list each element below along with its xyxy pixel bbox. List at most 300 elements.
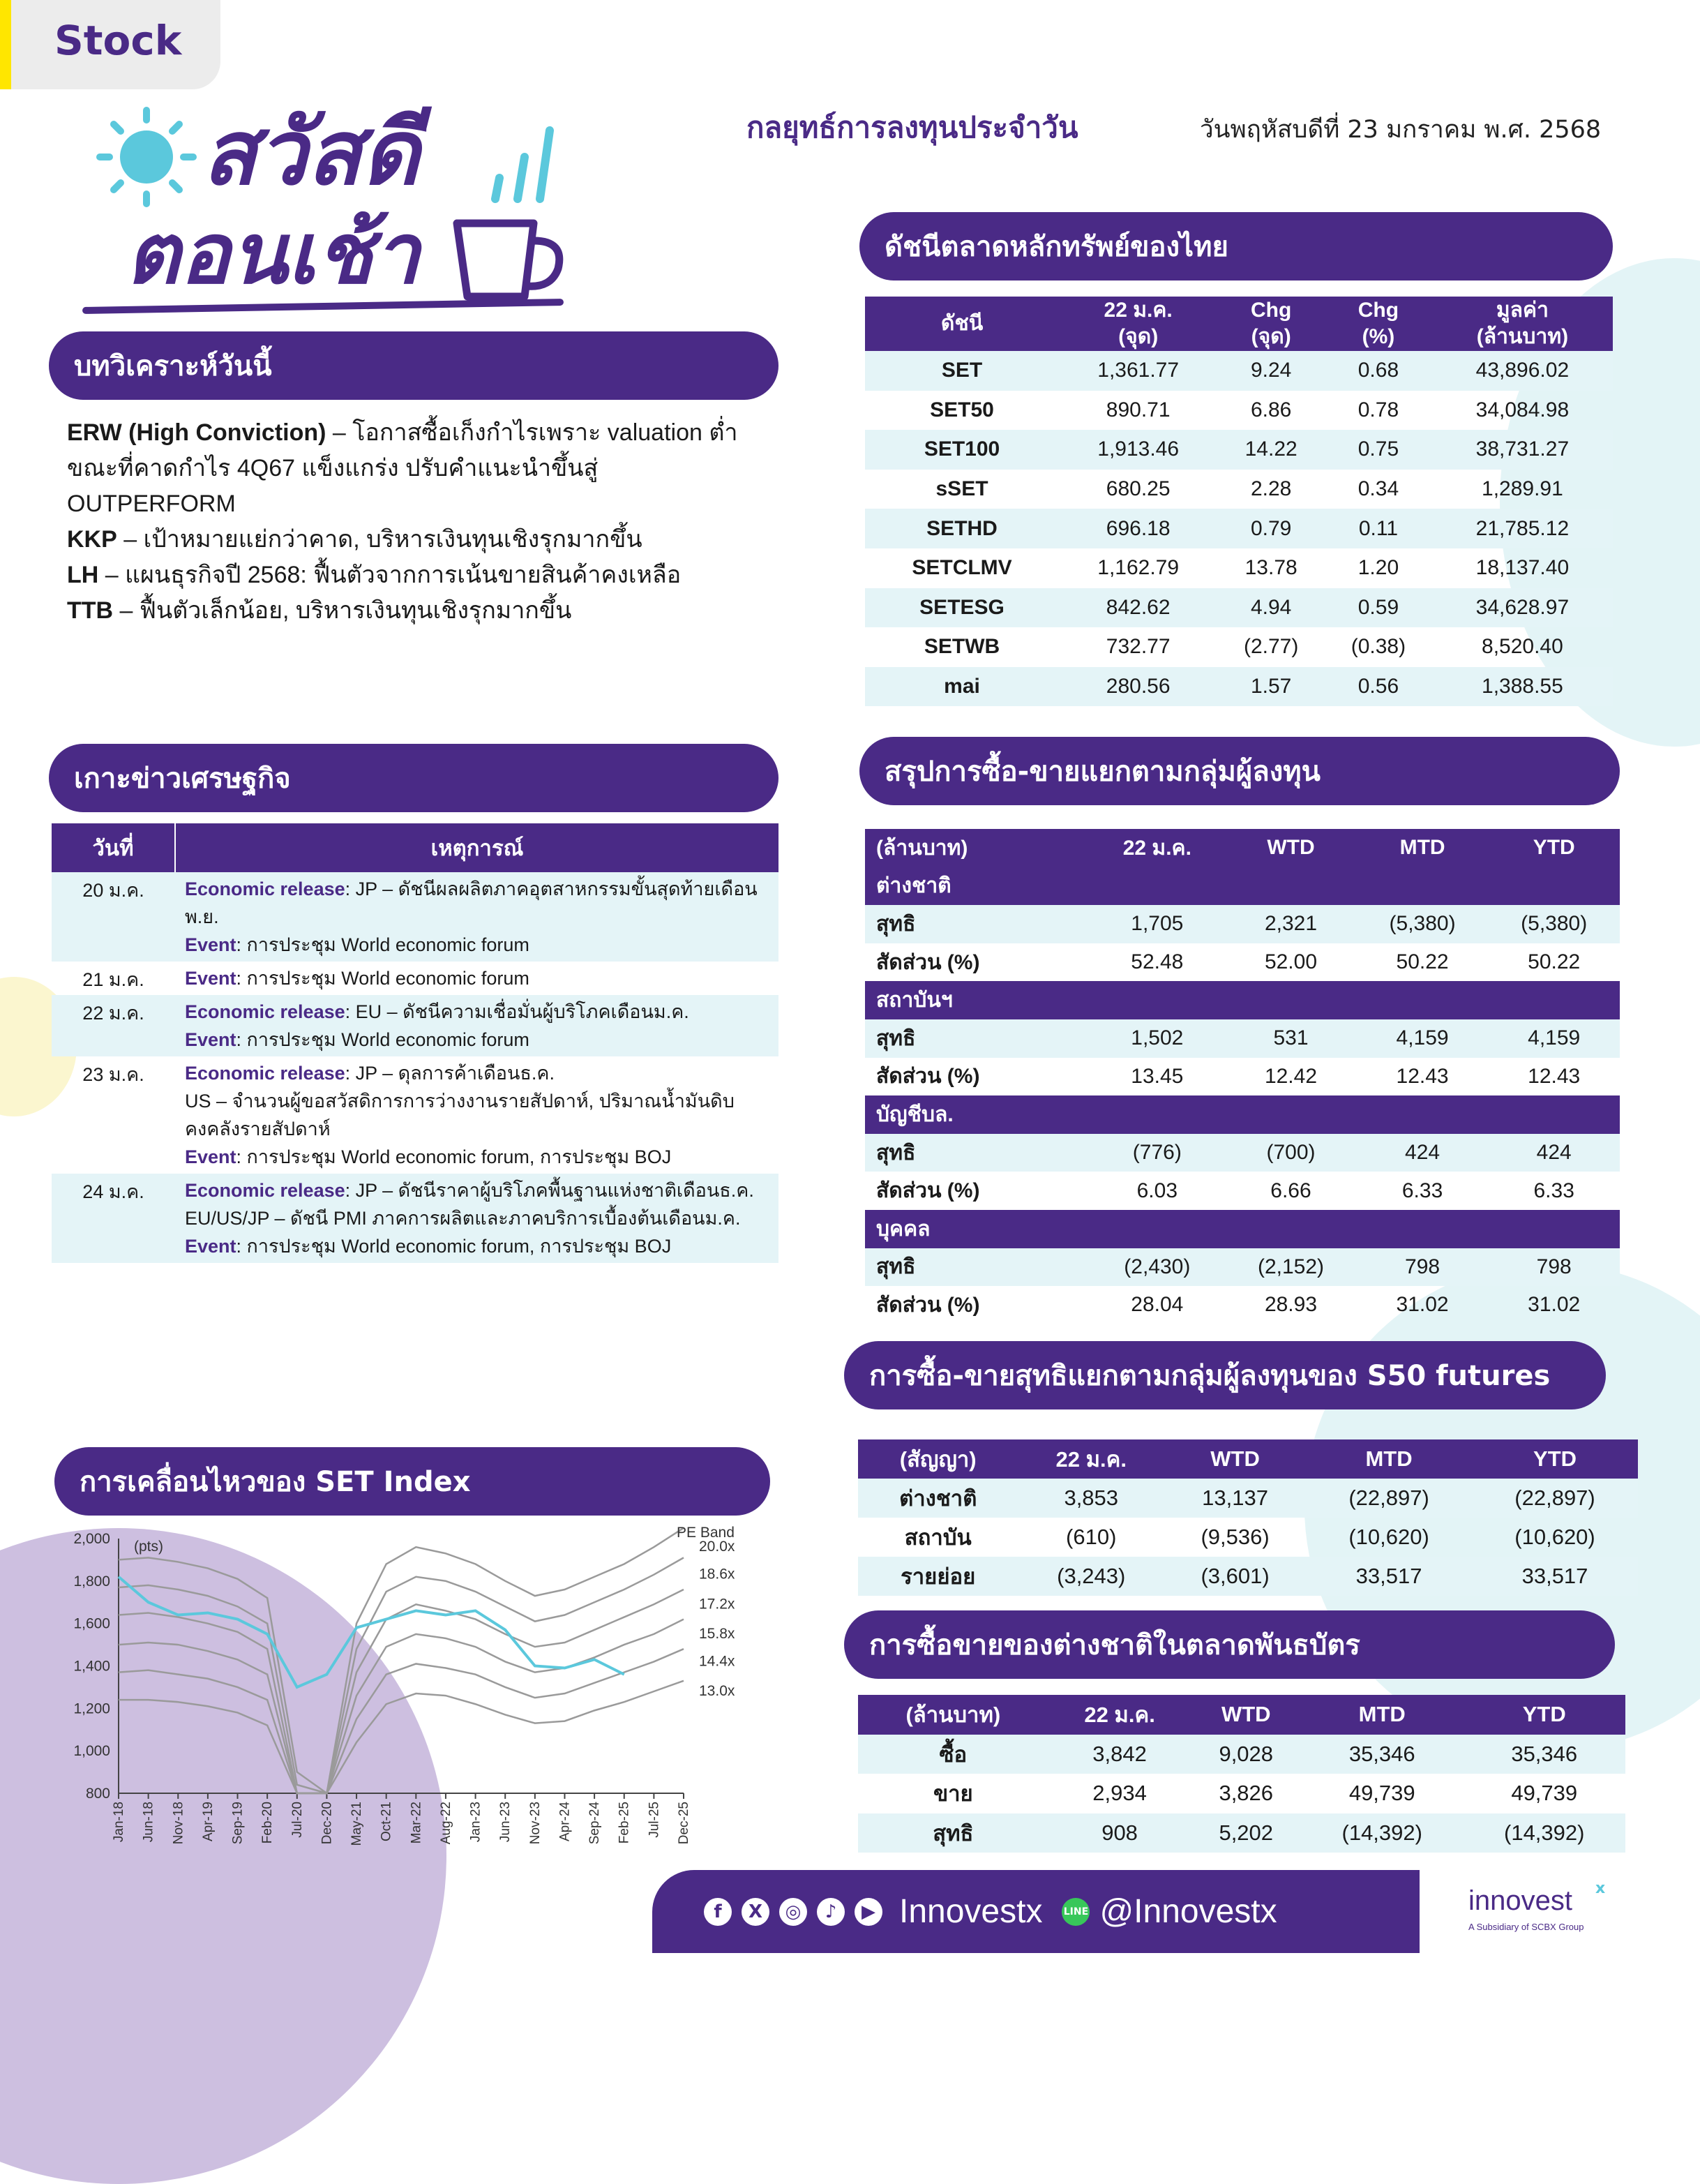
investor-cell: (2,430) (1089, 1248, 1225, 1287)
bond-title: การซื้อขายของต่างชาติในตลาดพันธบัตร (869, 1629, 1360, 1661)
analysis-item-name: TTB (67, 597, 114, 624)
index-header-col-1: 22 ม.ค. (จุด) (1059, 297, 1217, 351)
news-event-tag: Event (185, 968, 236, 989)
bond-cell: (14,392) (1301, 1813, 1463, 1853)
analysis-list (67, 415, 772, 629)
analysis-item-name: LH (67, 562, 99, 588)
futures-cell: 33,517 (1472, 1557, 1638, 1596)
x-tick-label: Apr-19 (200, 1802, 216, 1842)
sun-icon (94, 105, 199, 212)
index-cell: 280.56 (1059, 667, 1217, 707)
stock-tag-label: Stock (54, 17, 182, 64)
investor-row-label: สุทธิ (865, 1019, 1089, 1058)
x-tick-label: Nov-23 (527, 1802, 543, 1845)
x-tick-label: Jun-23 (498, 1802, 513, 1843)
instagram-icon[interactable]: ◎ (779, 1898, 807, 1926)
futures-table (858, 1439, 1638, 1596)
futures-cell: 33,517 (1306, 1557, 1472, 1596)
investor-group-name: ต่างชาติ (865, 867, 1089, 906)
bond-cell: 3,842 (1048, 1735, 1191, 1774)
news-event-line (185, 964, 769, 992)
index-header-col-4: มูลค่า (ล้านบาท) (1432, 297, 1613, 351)
bond-row-label: ซื้อ (858, 1735, 1048, 1774)
steam-icon (481, 122, 558, 209)
investor-cell: 6.03 (1136, 1179, 1178, 1202)
index-header-col-3: Chg (%) (1325, 297, 1432, 351)
futures-cell: (10,620) (1348, 1525, 1429, 1549)
investor-cell: 52.00 (1264, 950, 1318, 974)
analysis-item-text: – เป้าหมายแย่กว่าคาด, บริหารเงินทุนเชิงรุกมากขึ้น (116, 526, 642, 553)
bond-header-col-2: WTD (1191, 1695, 1302, 1735)
news-event (175, 1056, 778, 1174)
news-event-tag: Event (185, 1029, 236, 1050)
x-tick-label: Jan-18 (112, 1802, 126, 1843)
investor-cell: 52.48 (1131, 950, 1184, 974)
index-title: ดัชนีตลาดหลักทรัพย์ของไทย (885, 231, 1228, 263)
futures-row-label: รายย่อย (858, 1557, 1018, 1596)
pe-band-line (119, 1557, 684, 1793)
news-event (175, 872, 778, 962)
investor-group-blank (1357, 1095, 1489, 1134)
news-date: 24 ม.ค. (52, 1174, 175, 1263)
futures-row-label: ต่างชาติ (858, 1479, 1018, 1518)
analysis-item (67, 522, 772, 558)
investor-header (859, 737, 1620, 805)
index-name: SETHD (865, 509, 1059, 548)
index-cell: 14.22 (1217, 430, 1325, 470)
investor-cell: 12.43 (1528, 1064, 1581, 1088)
innovestx-logo: innovest (1468, 1885, 1572, 1916)
investor-cell: 12.42 (1264, 1064, 1318, 1088)
index-cell: 9.24 (1217, 351, 1325, 391)
news-event (175, 995, 778, 1056)
index-row (865, 667, 1613, 707)
investor-header-col-2: WTD (1225, 829, 1357, 867)
pe-band-line (119, 1681, 684, 1793)
strategy-title: กลยุทธ์การลงทุนประจำวัน (746, 110, 1078, 144)
analysis-header (49, 331, 778, 400)
x-tick-label: Dec-20 (319, 1802, 335, 1845)
index-name: SETCLMV (912, 556, 1012, 580)
futures-header-col-4: YTD (1472, 1439, 1638, 1479)
logo-x-mark: x (1595, 1880, 1606, 1897)
futures-row-label: สถาบัน (904, 1525, 972, 1550)
news-header-col-0: วันที่ (52, 823, 175, 872)
investor-cell: (776) (1089, 1134, 1225, 1172)
futures-header-col-2: WTD (1164, 1439, 1306, 1479)
x-tick-label: Dec-25 (677, 1802, 691, 1845)
index-cell: 0.11 (1325, 509, 1432, 548)
greeting-line1: สวัสดี (202, 101, 420, 205)
pe-band-line (119, 1649, 684, 1793)
x-tick-label: Jun-18 (141, 1802, 156, 1843)
index-row (865, 351, 1613, 391)
chart-header (54, 1447, 770, 1516)
news-event-line (185, 1143, 769, 1171)
news-event-line (185, 1026, 769, 1054)
investor-cell: 13.45 (1131, 1064, 1184, 1088)
x-tick-label: Feb-25 (617, 1802, 632, 1844)
facebook-icon[interactable]: f (704, 1898, 732, 1926)
bond-cell: 5,202 (1191, 1813, 1302, 1853)
index-cell: 43,896.02 (1432, 351, 1613, 391)
pe-band-label: 20.0x (699, 1539, 735, 1555)
index-cell: 18,137.40 (1475, 556, 1570, 580)
index-name: SET100 (865, 430, 1059, 470)
index-cell: 0.75 (1325, 430, 1432, 470)
investor-cell: 2,321 (1225, 905, 1357, 943)
x-tick-label: Apr-24 (557, 1802, 573, 1842)
date-text: วันพฤหัสบดีที่ 23 มกราคม พ.ศ. 2568 (1200, 116, 1602, 144)
investor-cell: 12.43 (1396, 1064, 1449, 1088)
pe-band-label: 18.6x (699, 1566, 735, 1583)
news-event-tag: Economic release (185, 1063, 345, 1084)
investor-cell: 28.04 (1131, 1293, 1184, 1317)
y-axis-label: (pts) (134, 1539, 163, 1555)
index-cell: 13.78 (1244, 556, 1297, 580)
news-event-text: : การประชุม World economic forum (236, 934, 529, 955)
index-cell: 4.94 (1217, 588, 1325, 628)
index-row (865, 588, 1613, 628)
x-tick-label: Oct-21 (379, 1802, 394, 1842)
investor-group-name: บัญชีบล. (865, 1095, 1089, 1134)
investor-group-row (865, 1095, 1620, 1134)
futures-row (858, 1479, 1638, 1518)
news-event-line (185, 931, 769, 959)
y-tick-label: 800 (85, 1786, 110, 1802)
investor-cell: 4,159 (1357, 1019, 1489, 1058)
investor-cell: 31.02 (1528, 1293, 1581, 1317)
logo-subtitle: A Subsidiary of SCBX Group (1468, 1922, 1584, 1932)
bond-cell: 9,028 (1191, 1735, 1302, 1774)
futures-cell: (10,620) (1514, 1525, 1595, 1549)
analysis-item-text: – ฟื้นตัวเล็กน้อย, บริหารเงินทุนเชิงรุกมากขึ้น (113, 597, 572, 624)
index-cell: 0.56 (1325, 667, 1432, 707)
index-cell: 0.34 (1357, 477, 1399, 501)
y-tick-label: 1,400 (73, 1658, 110, 1675)
index-cell: (2.77) (1243, 635, 1299, 659)
futures-header-col-3: MTD (1306, 1439, 1472, 1479)
investor-row-label: สัดส่วน (%) (876, 950, 980, 974)
bond-header-col-1: 22 ม.ค. (1048, 1695, 1191, 1735)
investor-cell: 531 (1225, 1019, 1357, 1058)
news-row (52, 995, 778, 1056)
pe-band-line (119, 1590, 684, 1793)
investor-cell: 4,159 (1488, 1019, 1620, 1058)
news-event-tag: Event (185, 1236, 236, 1257)
x-tick-label: Jan-23 (468, 1802, 483, 1843)
chart-title: การเคลื่อนไหวของ SET Index (80, 1466, 471, 1498)
investor-row-label: สุทธิ (865, 1134, 1089, 1172)
futures-cell: (22,897) (1472, 1479, 1638, 1518)
investor-cell: (2,152) (1225, 1248, 1357, 1287)
index-cell: 732.77 (1106, 635, 1171, 659)
news-row (52, 962, 778, 995)
futures-header-col-1: 22 ม.ค. (1018, 1439, 1164, 1479)
index-cell: 1,361.77 (1059, 351, 1217, 391)
index-row (865, 430, 1613, 470)
news-event-text: : EU – ดัชนีความเชื่อมั่นผู้บริโภคเดือนม.ค. (345, 1001, 689, 1022)
investor-group-blank (1488, 867, 1620, 906)
investor-cell: 31.02 (1396, 1293, 1449, 1317)
investor-cell: 50.22 (1396, 950, 1449, 974)
x-tick-label: May-21 (349, 1802, 365, 1846)
youtube-icon[interactable]: ▶ (855, 1898, 882, 1926)
futures-row (858, 1557, 1638, 1596)
pe-band-label: 13.0x (699, 1683, 735, 1699)
futures-cell: (9,536) (1201, 1525, 1270, 1549)
news-event-text: : JP – ดัชนีราคาผู้บริโภคพื้นฐานแห่งชาติเดือนธ.ค. (345, 1180, 754, 1201)
index-header-col-2: Chg (จุด) (1217, 297, 1325, 351)
index-cell: 8,520.40 (1482, 635, 1563, 659)
futures-row (858, 1518, 1638, 1557)
investor-group-blank (1089, 1095, 1225, 1134)
news-event-tag: Event (185, 934, 236, 955)
futures-cell: (3,601) (1164, 1557, 1306, 1596)
index-cell: 890.71 (1106, 398, 1171, 421)
news-row (52, 872, 778, 962)
stock-tag (0, 0, 220, 89)
news-event-line (185, 1204, 769, 1232)
investor-group-name: บุคคล (865, 1210, 1089, 1248)
news-row (52, 1056, 778, 1174)
x-tick-label: Jul-25 (647, 1802, 662, 1838)
futures-header-col-0: (สัญญา) (858, 1439, 1018, 1479)
investor-cell: 6.66 (1270, 1179, 1311, 1202)
y-tick-label: 1,200 (73, 1700, 110, 1717)
bond-cell: 35,346 (1463, 1735, 1625, 1774)
bond-cell: 3,826 (1219, 1781, 1274, 1806)
index-name: sSET (935, 477, 988, 501)
analysis-item (67, 415, 772, 522)
index-cell: 842.62 (1059, 588, 1217, 628)
index-cell: 1,289.91 (1482, 477, 1563, 501)
news-event-line (185, 1232, 769, 1260)
news-event-text: : การประชุม World economic forum, การประชุม BOJ (236, 1146, 672, 1167)
index-row (865, 627, 1613, 667)
news-date: 23 ม.ค. (82, 1064, 144, 1085)
bond-cell: 908 (1048, 1813, 1191, 1853)
index-cell: 0.68 (1325, 351, 1432, 391)
investor-cell: 28.93 (1264, 1293, 1318, 1317)
investor-cell: (5,380) (1357, 905, 1489, 943)
investor-cell: (5,380) (1488, 905, 1620, 943)
news-title: เกาะข่าวเศรษฐกิจ (74, 763, 291, 795)
index-cell: 0.78 (1357, 398, 1399, 421)
news-event (175, 1174, 778, 1263)
analysis-item (67, 558, 772, 593)
index-cell: 680.25 (1106, 477, 1171, 501)
investor-row-label: สุทธิ (865, 1248, 1089, 1287)
bond-row-label: ขาย (933, 1781, 973, 1807)
news-event-text: : JP – ดัชนีผลผลิตภาคอุตสาหกรรมขั้นสุดท้ายเดือน พ.ย. (185, 878, 758, 927)
index-cell: 6.86 (1250, 398, 1292, 421)
investor-group-blank (1488, 1095, 1620, 1134)
index-cell: 0.59 (1325, 588, 1432, 628)
investor-group-blank (1357, 981, 1489, 1019)
legend-title: PE Band (677, 1525, 735, 1541)
news-event-text: : การประชุม World economic forum (236, 1029, 529, 1050)
bond-cell: 2,934 (1092, 1781, 1147, 1806)
investor-row (865, 943, 1620, 982)
social-handle-2[interactable]: @Innovestx (1099, 1893, 1277, 1930)
index-row (865, 509, 1613, 548)
news-event-line (185, 875, 769, 931)
investor-cell: 50.22 (1528, 950, 1581, 974)
investor-row (865, 1172, 1620, 1210)
investor-title: สรุปการซื้อ-ขายแยกตามกลุ่มผู้ลงทุน (885, 756, 1321, 788)
analysis-item (67, 593, 772, 629)
bond-row (858, 1774, 1625, 1813)
y-tick-label: 1,000 (73, 1743, 110, 1760)
investor-header-col-1: 22 ม.ค. (1089, 829, 1225, 867)
analysis-item-name: KKP (67, 526, 117, 553)
news-event-text: : JP – ดุลการค้าเดือนธ.ค. (345, 1063, 555, 1084)
investor-group-blank (1089, 867, 1225, 906)
investor-group-row (865, 867, 1620, 906)
investor-header-col-0: (ล้านบาท) (865, 829, 1089, 867)
index-cell: 0.79 (1217, 509, 1325, 548)
set-index-chart (63, 1518, 753, 1853)
bond-cell: 49,739 (1348, 1781, 1415, 1806)
bond-row-label: สุทธิ (858, 1813, 1048, 1853)
index-cell: 38,731.27 (1432, 430, 1613, 470)
investor-group-blank (1488, 1210, 1620, 1248)
news-event-text: US – จำนวนผู้ขอสวัสดิการการว่างงานรายสัปดาห์, ปริมาณน้ำมันดิบคงคลังรายสัปดาห์ (185, 1091, 735, 1139)
investor-row (865, 1019, 1620, 1058)
line-icon[interactable]: LINE (1062, 1898, 1090, 1926)
x-tick-label: Mar-22 (409, 1802, 424, 1844)
investor-row-label: สุทธิ (865, 905, 1089, 943)
news-event-text: EU/US/JP – ดัชนี PMI ภาคการผลิตและภาคบริการเบื้องต้นเดือนม.ค. (185, 1208, 741, 1229)
investor-row (865, 1248, 1620, 1287)
tiktok-icon[interactable]: ♪ (817, 1898, 845, 1926)
futures-cell: (22,897) (1306, 1479, 1472, 1518)
news-header (49, 744, 778, 812)
news-row (52, 1174, 778, 1263)
bond-row (858, 1735, 1625, 1774)
pe-band-label: 17.2x (699, 1596, 735, 1613)
index-name: mai (865, 667, 1059, 707)
index-cell: (0.38) (1351, 635, 1406, 659)
bond-header (844, 1610, 1615, 1679)
investor-row (865, 905, 1620, 943)
index-cell: 2.28 (1250, 477, 1292, 501)
index-table (865, 297, 1613, 706)
x-tick-label: Sep-19 (230, 1802, 246, 1845)
futures-cell: (610) (1066, 1525, 1117, 1549)
investor-cell: 798 (1357, 1248, 1489, 1287)
investor-row-label: สัดส่วน (%) (876, 1065, 980, 1089)
investor-cell: 1,502 (1089, 1019, 1225, 1058)
news-event-line (185, 1059, 769, 1087)
index-row (865, 391, 1613, 431)
investor-cell: 6.33 (1401, 1179, 1443, 1202)
news-table (52, 823, 778, 1263)
futures-header (844, 1341, 1606, 1409)
bond-cell: 49,739 (1511, 1781, 1578, 1806)
index-name: SETWB (924, 635, 1000, 659)
investor-group-blank (1357, 867, 1489, 906)
investor-group-row (865, 1210, 1620, 1248)
investor-row-label: สัดส่วน (%) (876, 1293, 980, 1317)
investor-group-blank (1225, 867, 1357, 906)
news-event-tag: Event (185, 1146, 236, 1167)
x-tick-label: Sep-24 (587, 1802, 603, 1845)
index-header (859, 212, 1613, 281)
x-tick-label: Aug-22 (438, 1802, 453, 1845)
news-date: 21 ม.ค. (82, 969, 144, 990)
investor-group-blank (1225, 1095, 1357, 1134)
investor-row-label: สัดส่วน (%) (876, 1179, 980, 1203)
index-cell: 1.20 (1357, 556, 1399, 580)
analysis-title: บทวิเคราะห์วันนี้ (74, 350, 272, 382)
investor-cell: (700) (1225, 1134, 1357, 1172)
investor-group-blank (1089, 1210, 1225, 1248)
index-name: SET (865, 351, 1059, 391)
index-cell: 696.18 (1059, 509, 1217, 548)
news-event-text: : การประชุม World economic forum, การประชุม BOJ (236, 1236, 672, 1257)
analysis-item-name: ERW (High Conviction) (67, 419, 326, 446)
investor-cell: 1,705 (1089, 905, 1225, 943)
index-cell: 1,913.46 (1059, 430, 1217, 470)
investor-group-name: สถาบันฯ (865, 981, 1089, 1019)
investor-cell: 424 (1488, 1134, 1620, 1172)
investor-header-col-4: YTD (1488, 829, 1620, 867)
investor-group-blank (1089, 981, 1225, 1019)
news-date: 20 ม.ค. (52, 872, 175, 962)
bond-header-col-0: (ล้านบาท) (858, 1695, 1048, 1735)
news-event (175, 962, 778, 995)
investor-table (865, 829, 1620, 1324)
news-event-tag: Economic release (185, 878, 345, 899)
greeting-line2: ตอนเช้า (126, 206, 420, 303)
news-event-text: : การประชุม World economic forum (236, 968, 529, 989)
y-tick-label: 1,600 (73, 1615, 110, 1632)
investor-row (865, 1286, 1620, 1324)
pe-band-label: 14.4x (699, 1653, 735, 1670)
y-tick-label: 1,800 (73, 1573, 110, 1590)
news-event-tag: Economic release (185, 1001, 345, 1022)
investor-row (865, 1058, 1620, 1096)
y-tick-label: 2,000 (73, 1531, 110, 1547)
x-icon[interactable]: X (742, 1898, 769, 1926)
investor-row (865, 1134, 1620, 1172)
index-name: SETESG (865, 588, 1059, 628)
index-cell: 1.57 (1217, 667, 1325, 707)
investor-cell: 798 (1488, 1248, 1620, 1287)
investor-group-blank (1225, 1210, 1357, 1248)
news-header-col-1: เหตุการณ์ (175, 823, 778, 872)
bond-row (858, 1813, 1625, 1853)
index-name: SET50 (930, 398, 994, 421)
x-tick-label: Nov-18 (171, 1802, 186, 1845)
x-tick-label: Feb-20 (260, 1802, 276, 1844)
investor-cell: 424 (1357, 1134, 1489, 1172)
index-row (865, 548, 1613, 588)
investor-group-blank (1357, 1210, 1489, 1248)
investor-group-blank (1225, 981, 1357, 1019)
index-header-col-0: ดัชนี (865, 297, 1059, 351)
investor-group-blank (1488, 981, 1620, 1019)
index-cell: 34,628.97 (1432, 588, 1613, 628)
investor-header-col-3: MTD (1357, 829, 1489, 867)
news-date: 22 ม.ค. (52, 995, 175, 1056)
bond-header-col-4: YTD (1463, 1695, 1625, 1735)
futures-title: การซื้อ-ขายสุทธิแยกตามกลุ่มผู้ลงทุนของ S50 futures (869, 1360, 1551, 1392)
social-handle-1[interactable]: Innovestx (899, 1893, 1043, 1930)
news-event-line (185, 998, 769, 1026)
